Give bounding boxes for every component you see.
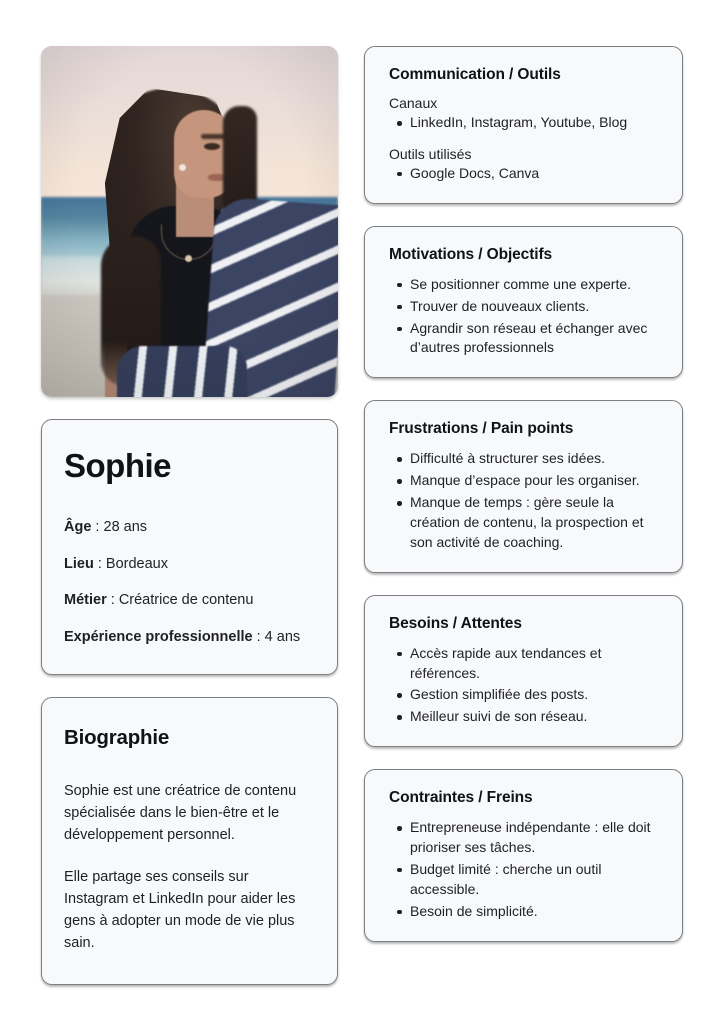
photo-vignette xyxy=(41,46,338,397)
list-item: Gestion simplifiée des posts. xyxy=(410,685,660,705)
communication-group-label: Canaux xyxy=(389,95,438,111)
communication-group-label: Outils utilisés xyxy=(389,145,472,162)
biography-paragraph: Sophie est une créatrice de contenu spécialisée dans le bien-être et le développement personnel. xyxy=(64,782,297,843)
motivations-list xyxy=(389,275,660,359)
meta-label-lieu: Lieu xyxy=(64,555,94,572)
right-column xyxy=(364,46,683,942)
contraintes-list xyxy=(389,818,660,921)
meta-separator-age: : xyxy=(91,519,104,536)
list-item: Besoin de simplicité. xyxy=(410,902,660,922)
list-item: Accès rapide aux tendances et références. xyxy=(410,644,660,684)
meta-label-metier: Métier xyxy=(64,592,107,609)
contraintes-card xyxy=(364,769,683,941)
list-item: Google Docs, Canva xyxy=(410,164,660,184)
list-item: Trouver de nouveaux clients. xyxy=(410,297,660,317)
persona-name: Sophie xyxy=(64,447,172,484)
meta-label-age: Âge xyxy=(64,519,92,536)
list-item: Difficulté à structurer ses idées. xyxy=(410,449,660,469)
communication-title: Communication / Outils xyxy=(389,66,561,83)
meta-label-experience: Expérience professionnelle xyxy=(64,628,253,645)
besoins-title: Besoins / Attentes xyxy=(389,614,522,632)
list-item: Budget limité : cherche un outil accessible. xyxy=(410,860,660,900)
frustrations-title: Frustrations / Pain points xyxy=(389,420,574,438)
meta-separator-metier: : xyxy=(106,592,119,609)
list-item: Manque de temps : gère seule la création de contenu, la prospection et son activité de coaching. xyxy=(410,493,660,553)
motivations-title: Motivations / Objectifs xyxy=(389,245,553,263)
meta-separator-lieu: : xyxy=(93,555,106,572)
list-item: Se positionner comme une experte. xyxy=(410,275,660,295)
meta-row-lieu xyxy=(64,555,315,575)
biography-paragraph: Elle partage ses conseils sur Instagram et LinkedIn pour aider les gens à adopter un mode de vie plus sain. xyxy=(64,868,296,951)
biography-title: Biographie xyxy=(64,725,170,749)
meta-separator-experience: : xyxy=(252,628,265,645)
motivations-card xyxy=(364,226,683,379)
contraintes-title: Contraintes / Freins xyxy=(389,789,533,807)
left-column xyxy=(41,46,338,985)
besoins-list xyxy=(389,644,660,728)
frustrations-list xyxy=(389,449,660,552)
list-item: LinkedIn, Instagram, Youtube, Blog xyxy=(410,113,660,133)
meta-value-age: 28 ans xyxy=(103,519,148,536)
meta-value-lieu: Bordeaux xyxy=(105,555,168,572)
list-item: Manque d’espace pour les organiser. xyxy=(410,471,660,491)
besoins-card xyxy=(364,595,683,748)
communication-channels-list xyxy=(389,113,660,133)
profile-card xyxy=(41,419,338,675)
meta-value-experience: 4 ans xyxy=(264,628,301,645)
list-item: Agrandir son réseau et échanger avec d’autres professionnels xyxy=(410,319,660,359)
list-item: Meilleur suivi de son réseau. xyxy=(410,707,660,727)
meta-value-metier: Créatrice de contenu xyxy=(118,592,254,609)
meta-row-age xyxy=(64,518,315,538)
persona-photo xyxy=(41,46,338,397)
list-item: Entrepreneuse indépendante : elle doit prioriser ses tâches. xyxy=(410,818,660,858)
meta-row-experience xyxy=(64,628,315,648)
frustrations-card xyxy=(364,400,683,572)
communication-card xyxy=(364,46,683,204)
meta-row-metier xyxy=(64,591,315,611)
biography-card xyxy=(41,697,338,985)
communication-tools-list xyxy=(389,164,660,184)
